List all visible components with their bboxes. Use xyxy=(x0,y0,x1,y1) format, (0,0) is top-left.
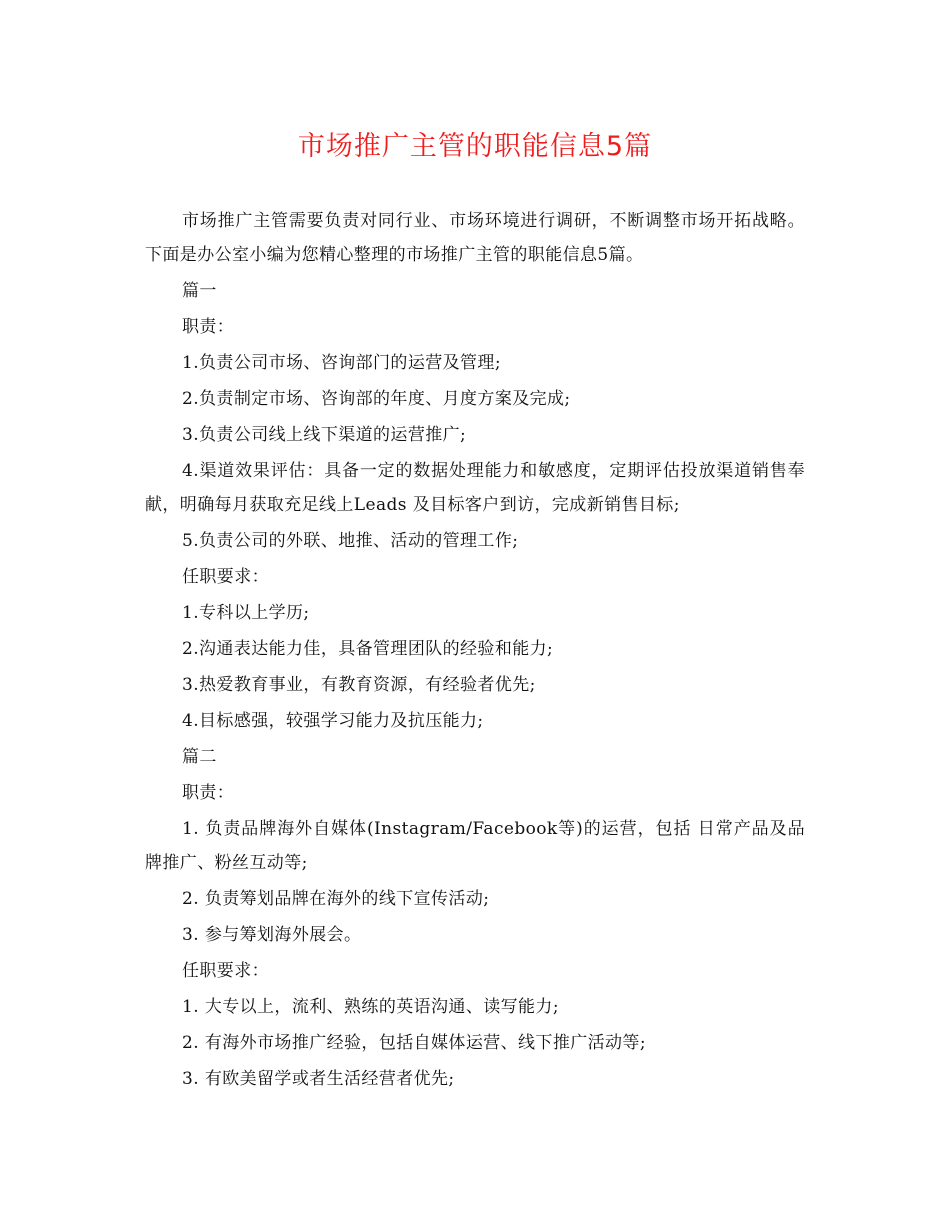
duty-item: 2.负责制定市场、咨询部的年度、月度方案及完成; xyxy=(182,389,571,409)
duty-item: 5.负责公司的外联、地推、活动的管理工作; xyxy=(182,531,519,551)
requirements-label: 任职要求： xyxy=(182,567,269,587)
section-heading-2: 篇二 xyxy=(182,747,217,767)
requirements-label: 任职要求： xyxy=(182,961,269,981)
requirement-item: 1.专科以上学历; xyxy=(182,603,310,623)
requirement-item: 2. 有海外市场推广经验，包括自媒体运营、线下推广活动等; xyxy=(182,1033,646,1053)
duty-item: 3. 参与筹划海外展会。 xyxy=(182,925,362,945)
document-body xyxy=(145,204,805,1098)
intro-paragraph: 市场推广主管需要负责对同行业、市场环境进行调研，不断调整市场开拓战略。下面是办公室小编为您精心整理的市场推广主管的职能信息5篇。 xyxy=(145,211,805,265)
duty-item: 3.负责公司线上线下渠道的运营推广; xyxy=(182,425,467,445)
requirement-item: 3.热爱教育事业，有教育资源，有经验者优先; xyxy=(182,675,536,695)
duty-item: 1. 负责品牌海外自媒体(Instagram/Facebook等)的运营，包括 日常产品及品牌推广、粉丝互动等; xyxy=(145,819,805,873)
duty-item: 1.负责公司市场、咨询部门的运营及管理; xyxy=(182,353,501,373)
requirement-item: 1. 大专以上，流利、熟练的英语沟通、读写能力; xyxy=(182,997,559,1017)
duties-label: 职责： xyxy=(182,783,235,803)
document-title: 市场推广主管的职能信息5篇 xyxy=(297,131,653,162)
duties-label: 职责： xyxy=(182,317,235,337)
requirement-item: 3. 有欧美留学或者生活经营者优先; xyxy=(182,1069,455,1089)
duty-item: 2. 负责筹划品牌在海外的线下宣传活动; xyxy=(182,889,490,909)
requirement-item: 2.沟通表达能力佳，具备管理团队的经验和能力; xyxy=(182,639,554,659)
requirement-item: 4.目标感强，较强学习能力及抗压能力; xyxy=(182,711,484,731)
duty-item: 4.渠道效果评估：具备一定的数据处理能力和敏感度，定期评估投放渠道销售奉献，明确每月获取充足线上Leads 及目标客户到访，完成新销售目标; xyxy=(145,461,805,515)
section-heading-1: 篇一 xyxy=(182,281,217,301)
